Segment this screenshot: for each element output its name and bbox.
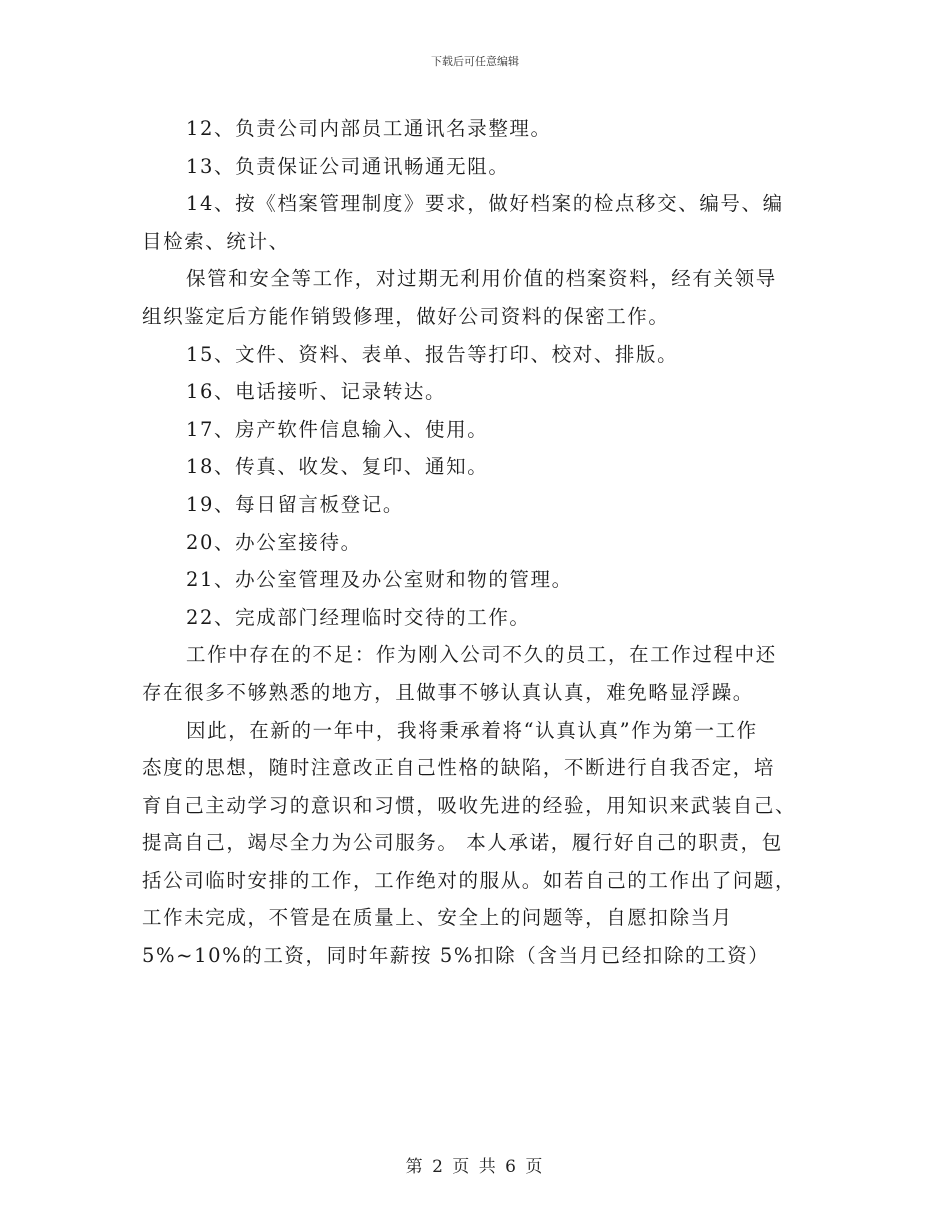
line-item-18: 18、传真、收发、复印、通知。 <box>186 455 489 479</box>
line-item-19: 19、每日留言板登记。 <box>186 492 404 516</box>
line-plan-paragraph-5: 括公司临时安排的工作，工作绝对的服从。如若自己的工作出了问题， <box>142 868 797 892</box>
line-item-14-cont: 目检索、统计、 <box>142 229 290 253</box>
line-plan-paragraph-6: 工作未完成，不管是在质量上、安全上的问题等，自愿扣除当月 <box>142 906 733 930</box>
line-item-15: 15、文件、资料、表单、报告等打印、校对、排版。 <box>186 342 679 366</box>
line-item-22: 22、完成部门经理临时交待的工作。 <box>186 605 531 629</box>
line-item-21: 21、办公室管理及办公室财和物的管理。 <box>186 568 573 592</box>
document-body <box>142 110 807 975</box>
line-item-17: 17、房产软件信息输入、使用。 <box>186 417 489 441</box>
line-plan-paragraph-3: 育自己主动学习的意识和习惯，吸收先进的经验，用知识来武装自己、 <box>142 793 797 817</box>
page-number: 第 2 页 共 6 页 <box>405 1157 545 1177</box>
line-archive-paragraph-cont: 组织鉴定后方能作销毁修理，做好公司资料的保密工作。 <box>142 304 670 328</box>
line-item-14: 14、按《档案管理制度》要求，做好档案的检点移交、编号、编 <box>186 192 784 216</box>
line-shortcomings: 工作中存在的不足：作为刚入公司不久的员工，在工作过程中还 <box>186 643 777 667</box>
line-item-20: 20、办公室接待。 <box>186 530 362 554</box>
line-archive-paragraph: 保管和安全等工作，对过期无利用价值的档案资料，经有关领导 <box>186 267 777 291</box>
line-plan-paragraph-7: 5%~10%的工资，同时年薪按 5%扣除（含当月已经扣除的工资） <box>142 944 770 968</box>
line-plan-paragraph-2: 态度的思想，随时注意改正自己性格的缺陷，不断进行自我否定，培 <box>142 756 776 780</box>
line-item-12: 12、负责公司内部员工通讯名录整理。 <box>186 117 552 140</box>
line-item-13: 13、负责保证公司通讯畅通无阻。 <box>186 154 510 178</box>
page-header: 下载后可任意编辑 <box>431 55 519 68</box>
line-plan-paragraph-4: 提高自己，竭尽全力为公司服务。 本人承诺，履行好自己的职责，包 <box>142 831 783 855</box>
line-item-16: 16、电话接听、记录转达。 <box>186 380 447 404</box>
line-shortcomings-cont: 存在很多不够熟悉的地方，且做事不够认真认真，难免略显浮躁。 <box>142 680 754 704</box>
line-plan-paragraph: 因此，在新的一年中，我将秉承着将“认真认真”作为第一工作 <box>186 718 758 742</box>
